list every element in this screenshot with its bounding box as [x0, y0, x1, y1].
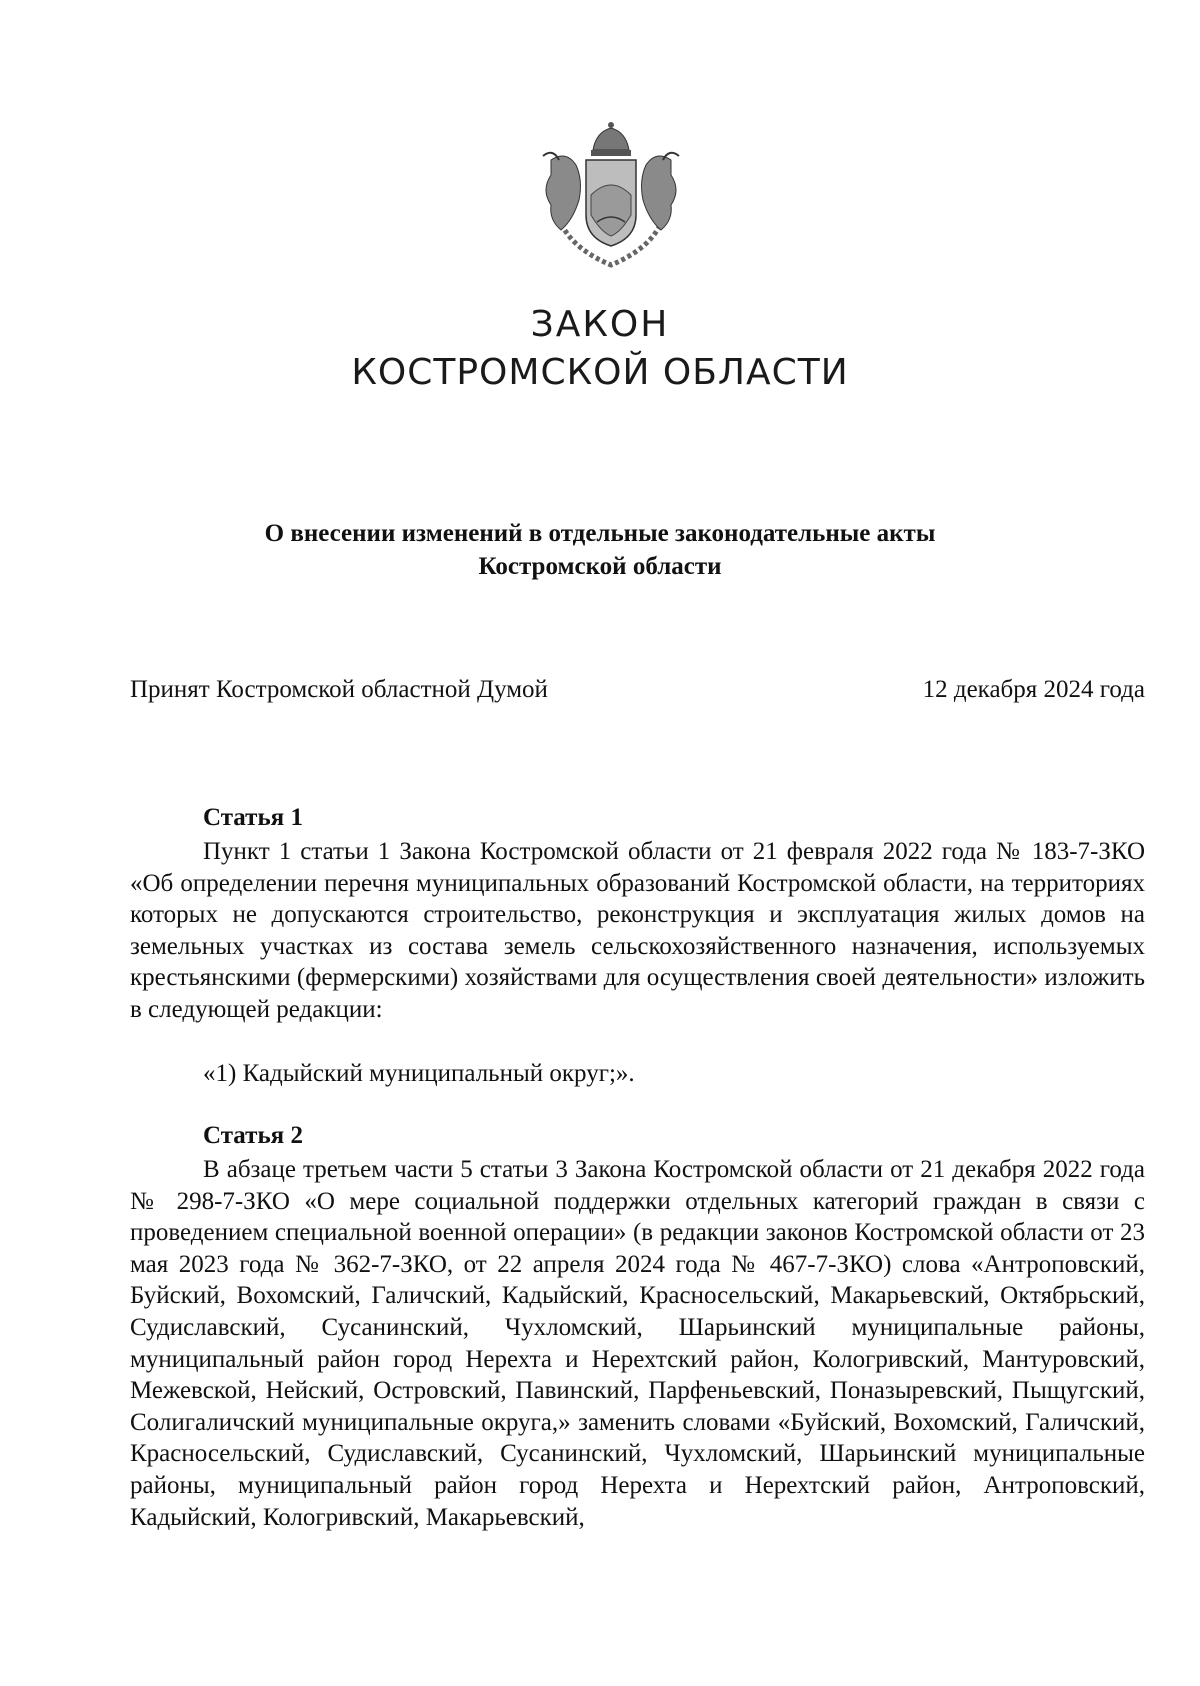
document-heading	[0, 517, 1200, 583]
law-region-title: КОСТРОМСКОЙ ОБЛАСТИ	[351, 352, 849, 393]
article-1-quote: «1) Кадыйский муниципальный округ;».	[203, 1060, 635, 1087]
document-heading-line-1: О внесении изменений в отдельные законодательные акты	[264, 520, 936, 547]
document-heading-line-2: Костромской области	[478, 553, 722, 580]
kostroma-region-coat-of-arms-icon	[521, 120, 701, 270]
article-1-title: Статья 1	[203, 804, 303, 831]
adoption-line	[130, 676, 1145, 704]
adoption-date: 12 декабря 2024 года	[922, 676, 1145, 703]
article-2-title: Статья 2	[203, 1122, 303, 1149]
article-1-text: Пункт 1 статьи 1 Закона Костромской области от 21 февраля 2022 года № 183-7-ЗКО «Об определении перечня муниципальных образований Костромской области, на территориях которых не допускаются строительство, реконструкция и эксплуатация жилых домов на земельных участках из состава земель сельскохозяйственного назначения, используемых крестьянскими (фермерскими) хозяйствами для осуществления своей деятельности» изложить в следующей редакции:	[130, 838, 1145, 1023]
article-2-text: В абзаце третьем части 5 статьи 3 Закона Костромской области от 21 декабря 2022 года № 298-7-ЗКО «О мере социальной поддержки отдельных категорий граждан в связи с проведением специальной военной операции» (в редакции законов Костромской области от 23 мая 2023 года № 362-7-ЗКО, от 22 апреля 2024 года № 467-7-ЗКО) слова «Антроповский, Буйский, Вохомский, Галичский, Кадыйский, Красносельский, Макарьевский, Октябрьский, Судиславский, Сусанинский, Чухломский, Шарьинский муниципальные районы, муниципальный район город Нерехта и Нерехтский район, Кологривский, Мантуровский, Межевской, Нейский, Островский, Павинский, Парфеньевский, Поназыревский, Пыщугский, Солигаличский муниципальные округа,» заменить словами «Буйский, Вохомский, Галичский, Красносельский, Судиславский, Сусанинский, Чухломский, Шарьинский муниципальные районы, муниципальный район город Нерехта и Нерехтский район, Антроповский, Кадыйский, Кологривский, Макарьевский,	[130, 1156, 1145, 1531]
adopted-by: Принят Костромской областной Думой	[130, 676, 548, 703]
law-title: ЗАКОН	[530, 304, 670, 345]
